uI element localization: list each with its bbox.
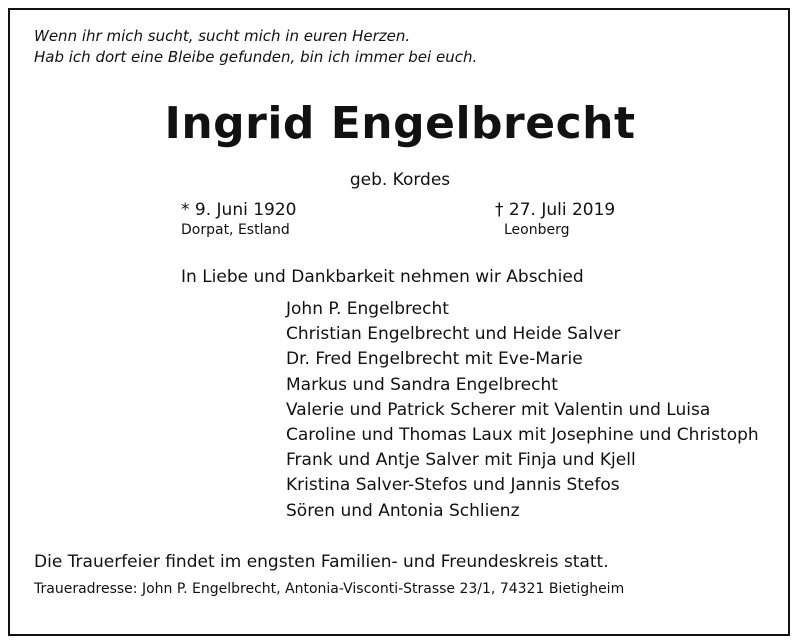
mourner-name: Caroline und Thomas Laux mit Josephine und Christoph: [286, 425, 759, 446]
death-date: † 27. Juli 2019: [495, 200, 616, 220]
birth-date: * 9. Juni 1920: [181, 200, 297, 220]
mourner-name: Sören und Antonia Schlienz: [286, 500, 520, 521]
death-place: Leonberg: [504, 222, 570, 238]
mourner-name: Dr. Fred Engelbrecht mit Eve-Marie: [286, 349, 583, 370]
ceremony-note: Die Trauerfeier findet im engsten Familien- und Freundeskreis statt.: [34, 552, 609, 572]
mourner-name: John P. Engelbrecht: [286, 299, 449, 319]
mourner-name: Markus und Sandra Engelbrecht: [286, 374, 558, 395]
motto-line-2: Hab ich dort eine Bleibe gefunden, bin ich immer bei euch.: [34, 48, 478, 66]
mourner-name: Christian Engelbrecht und Heide Salver: [286, 324, 621, 345]
motto-line-1: Wenn ihr mich sucht, sucht mich in euren Herzen.: [34, 27, 411, 45]
mourning-address: Traueradresse: John P. Engelbrecht, Antonia-Visconti-Strasse 23/1, 74321 Bietigheim: [34, 581, 625, 597]
birth-name: geb. Kordes: [349, 170, 451, 190]
mourner-name: Frank und Antje Salver mit Finja und Kjell: [286, 450, 636, 471]
mourners-list: [286, 297, 759, 524]
farewell-intro: In Liebe und Dankbarkeit nehmen wir Abschied: [181, 267, 584, 287]
mourner-name: Kristina Salver-Stefos und Jannis Stefos: [286, 475, 620, 496]
birth-place: Dorpat, Estland: [181, 222, 290, 238]
mourner-name: Valerie und Patrick Scherer mit Valentin und Luisa: [286, 399, 711, 420]
deceased-name: Ingrid Engelbrecht: [164, 98, 636, 149]
